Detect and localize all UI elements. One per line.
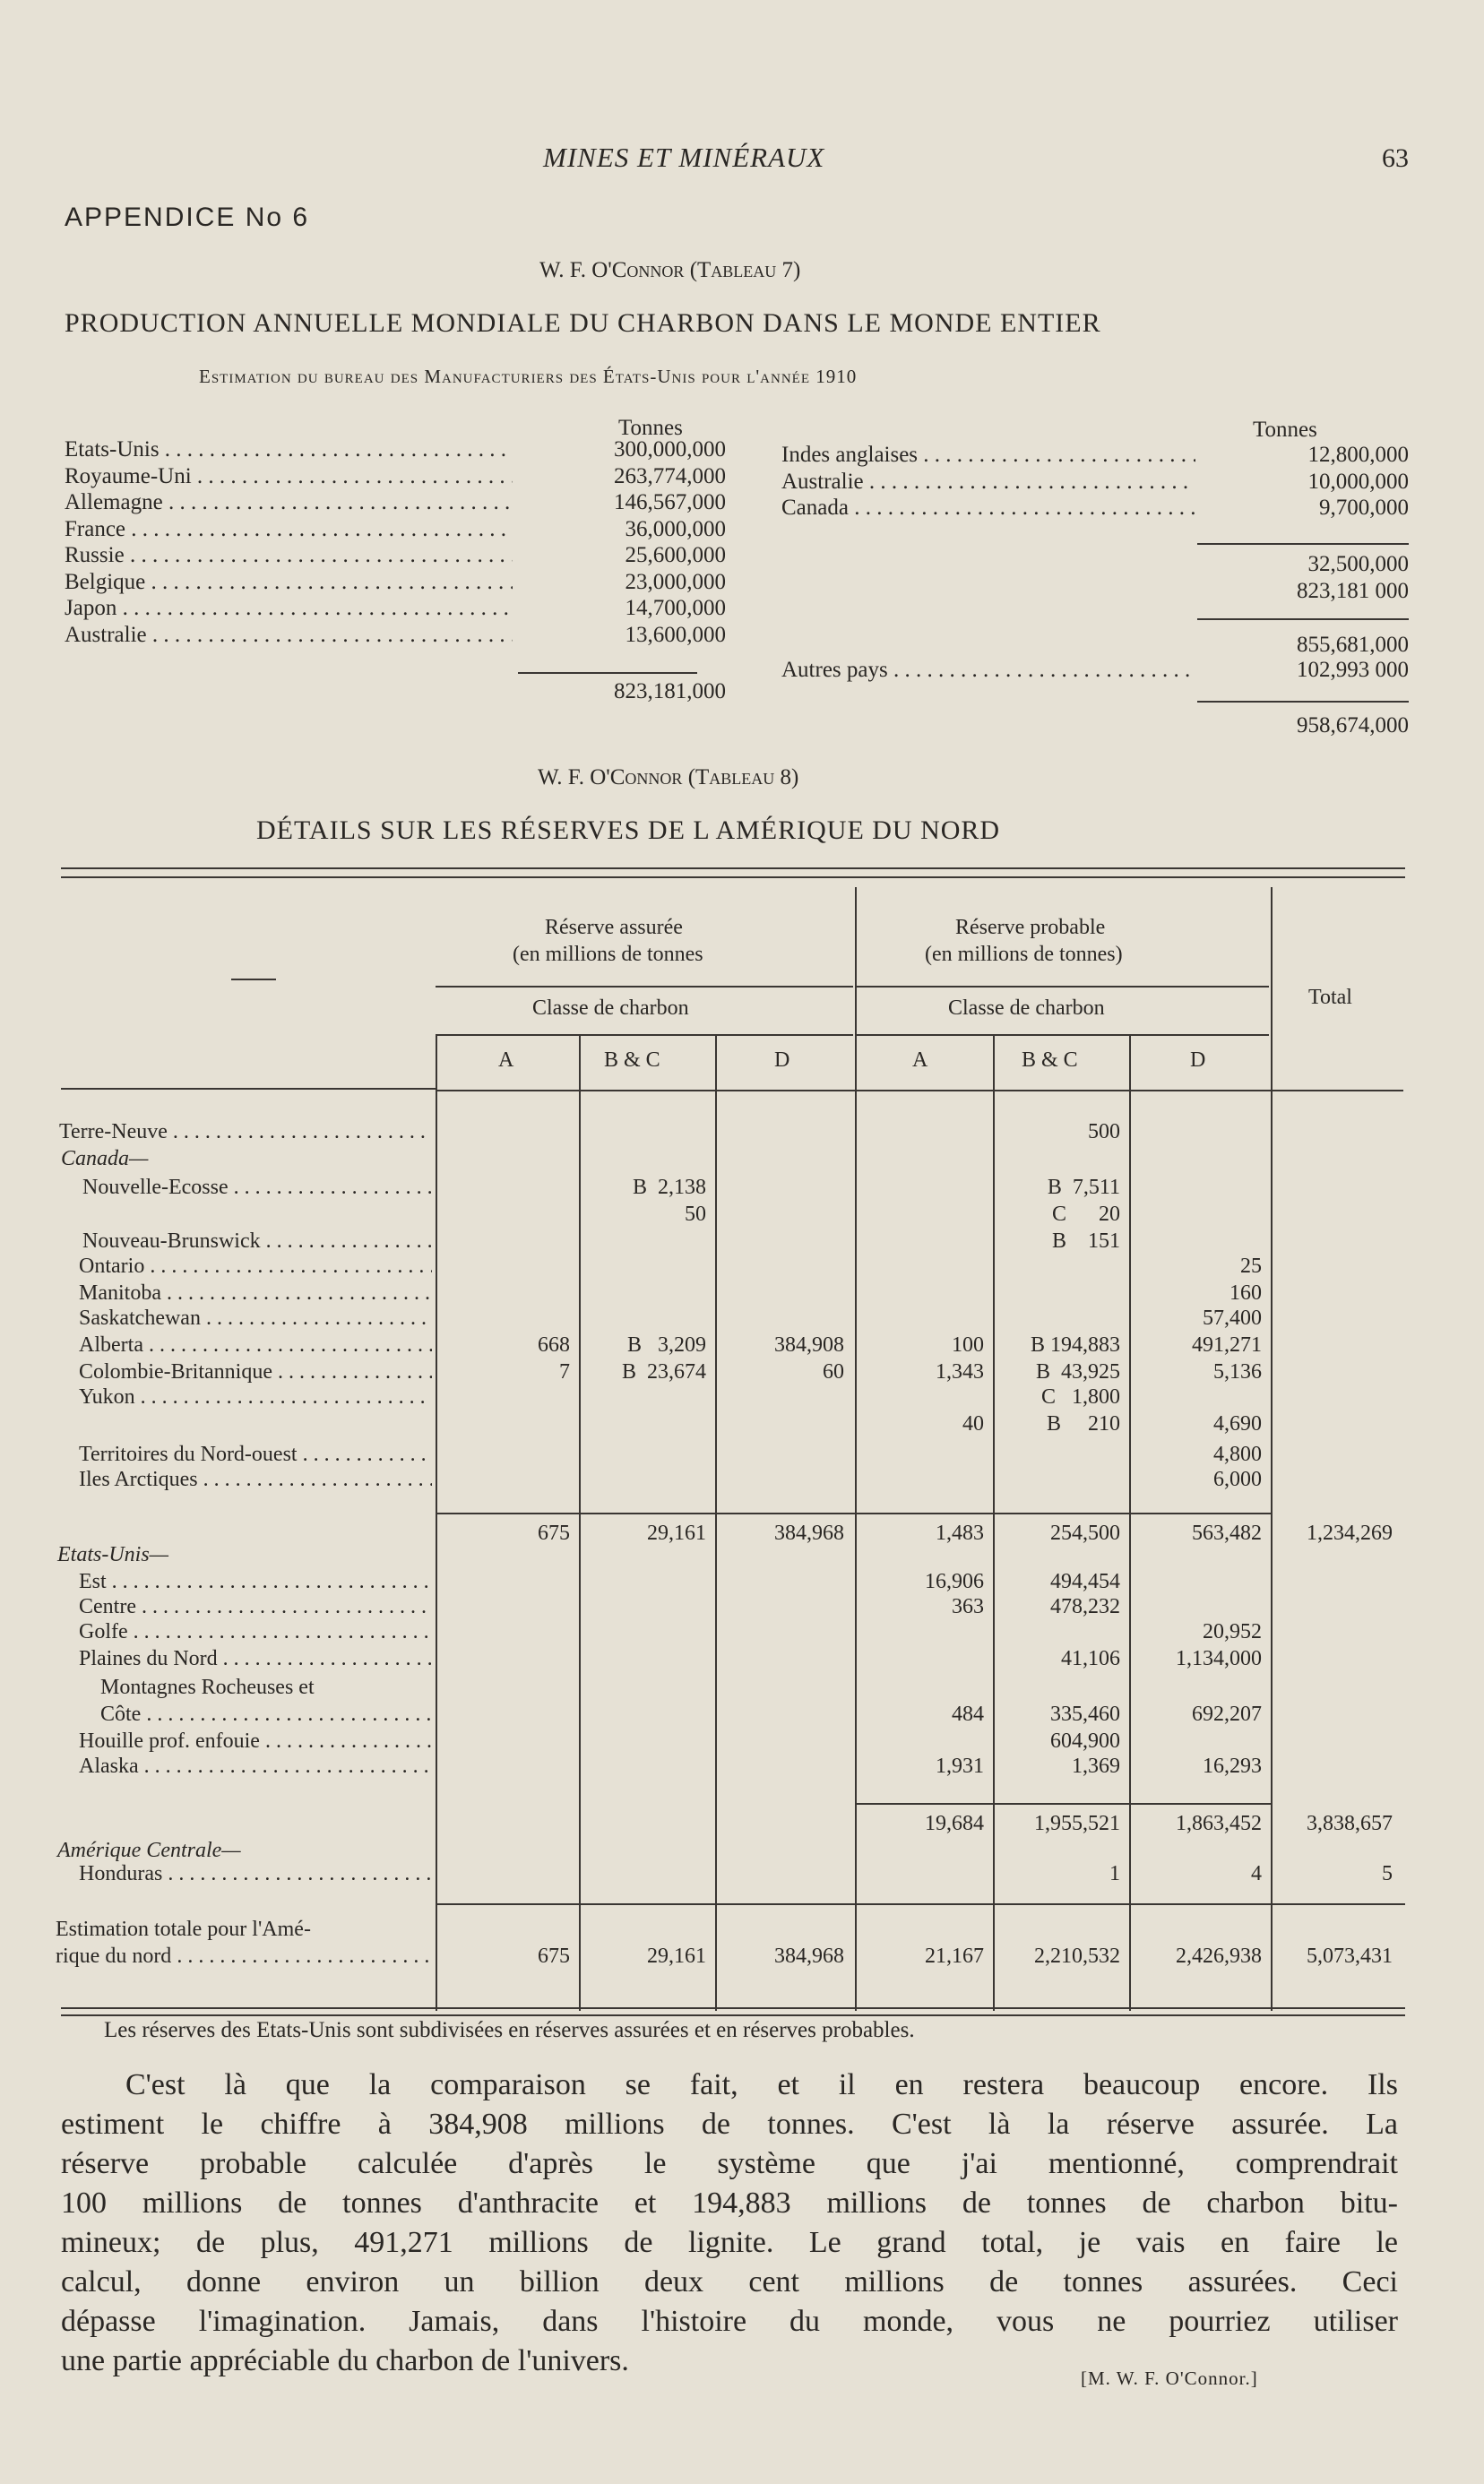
cell-p-bc: C 20: [1051, 1203, 1120, 1226]
probable-header-line2: (en millions de tonnes): [925, 943, 1123, 966]
vline-7: [1271, 887, 1273, 2011]
unit-label-right: Tonnes: [1253, 418, 1317, 442]
cell-total: 3,838,657: [1307, 1812, 1393, 1835]
header-dash: [231, 979, 276, 980]
cell-p-d: 4,800: [1213, 1443, 1262, 1466]
cell-a-bc: 29,161: [647, 1945, 706, 1968]
cell-a-d: 60: [823, 1360, 844, 1384]
cell-p-a: 484: [952, 1703, 984, 1726]
assured-class-label: Classe de charbon: [532, 996, 689, 1020]
signature: [M. W. F. O'Connor.]: [1081, 2368, 1258, 2389]
section-canada: Canada—: [61, 1147, 149, 1170]
cell-a-d: 384,908: [774, 1333, 844, 1357]
table8-top-rule-1: [61, 867, 1405, 869]
cell-p-bc: 1,955,521: [1034, 1812, 1120, 1835]
paragraph-line: dépasse l'imagination. Jamais, dans l'histoire du monde, vous ne pourriez utiliser: [61, 2305, 1398, 2338]
cell-a-bc: 50: [685, 1203, 706, 1226]
country-name: Etats-Unis . . .: [65, 437, 513, 462]
probable-class-rule: [857, 1034, 1269, 1036]
production-value: 23,000,000: [625, 569, 726, 594]
cell-p-a: 100: [952, 1333, 984, 1357]
sum-total: 855,681,000: [1297, 633, 1409, 657]
cell-a-a: 668: [538, 1333, 570, 1357]
running-header-title: MINES ET MINÉRAUX: [543, 142, 825, 173]
table7-left-rule: [518, 672, 697, 674]
table7-subtitle: Estimation du bureau des Manufacturiers des États-Unis pour l'année 1910: [199, 366, 858, 387]
production-value: 12,800,000: [1307, 443, 1409, 467]
cell-p-d: 1,134,000: [1176, 1647, 1262, 1670]
row-label: Iles Arctiques . . .: [79, 1468, 432, 1492]
appendix-label: APPENDICE No 6: [65, 203, 310, 232]
section-usa: Etats-Unis—: [57, 1543, 169, 1566]
footnote: Les réserves des Etats-Unis sont subdivisées en réserves assurées et en réserves probables.: [104, 2018, 915, 2042]
stub-rule: [61, 1088, 437, 1090]
row-label: Golfe . . .: [79, 1620, 432, 1644]
table7-left-total: 823,181,000: [614, 679, 726, 703]
probable-header-line1: Réserve probable: [955, 916, 1106, 939]
col-d-assured: D: [774, 1048, 790, 1072]
unit-label-left: Tonnes: [618, 416, 683, 440]
cell-total: 5,073,431: [1307, 1945, 1393, 1968]
cell-p-d: 5,136: [1213, 1360, 1262, 1384]
probable-class-label: Classe de charbon: [948, 996, 1105, 1020]
table8-top-rule-2: [61, 876, 1405, 878]
production-value: 146,567,000: [614, 490, 726, 514]
usa-subtotal-rule: [855, 1803, 1271, 1805]
cell-p-bc: B 43,925: [1035, 1360, 1120, 1384]
assured-span-rule: [436, 986, 853, 988]
canada-subtotal-rule: [436, 1513, 1271, 1514]
table7-caption: W. F. O'Connor (Tableau 7): [539, 258, 801, 282]
section-central: Amérique Centrale—: [57, 1839, 241, 1862]
cell-p-bc: 335,460: [1050, 1703, 1120, 1726]
row-label: Houille prof. enfouie . . .: [79, 1729, 432, 1754]
country-name: Australie . . .: [65, 623, 513, 648]
cell-p-bc: C 1,800: [1040, 1385, 1120, 1409]
cell-p-bc: 41,106: [1061, 1647, 1120, 1670]
cell-p-a: 40: [962, 1412, 984, 1436]
cell-p-d: 1,863,452: [1176, 1812, 1262, 1835]
cell-p-bc: B 210: [1046, 1412, 1120, 1436]
cell-p-bc: 604,900: [1050, 1729, 1120, 1753]
table8-caption: W. F. O'Connor (Tableau 8): [538, 765, 799, 789]
row-label: Plaines du Nord . . .: [79, 1647, 432, 1671]
table7-title: PRODUCTION ANNUELLE MONDIALE DU CHARBON DANS LE MONDE ENTIER: [65, 308, 1101, 338]
paragraph-line: C'est là que la comparaison se fait, et il en restera beaucoup encore. Ils: [125, 2068, 1398, 2101]
paragraph-line: estiment le chiffre à 384,908 millions de tonnes. C'est là la réserve assurée. La: [61, 2108, 1398, 2141]
production-value: 13,600,000: [625, 622, 726, 647]
country-name: Canada . . .: [781, 496, 1195, 521]
cell-p-a: 16,906: [925, 1570, 984, 1593]
table7-right-rule-1: [1197, 543, 1409, 545]
cell-p-d: 4,690: [1213, 1412, 1262, 1436]
cell-p-bc: B 151: [1051, 1229, 1120, 1253]
col-a-assured: A: [498, 1048, 514, 1072]
row-label: Centre . . .: [79, 1595, 432, 1619]
cell-a-d: 384,968: [774, 1522, 844, 1545]
table8-title: DÉTAILS SUR LES RÉSERVES DE L AMÉRIQUE DU NORD: [256, 815, 1001, 845]
cell-p-d: 491,271: [1192, 1333, 1262, 1357]
country-name: France . . .: [65, 517, 513, 542]
cell-p-d: 25: [1240, 1255, 1262, 1278]
cell-total: 1,234,269: [1307, 1522, 1393, 1545]
cell-a-a: 675: [538, 1945, 570, 1968]
cell-a-bc: 29,161: [647, 1522, 706, 1545]
table7-right-rule-2: [1197, 618, 1409, 620]
table8-bottom-rule-2: [61, 2014, 1405, 2016]
cell-a-bc: B 2,138: [632, 1176, 706, 1199]
country-name: Indes anglaises . . .: [781, 443, 1195, 468]
col-header-rule: [436, 1090, 1403, 1091]
table8-bottom-rule-1: [61, 2007, 1405, 2009]
cell-a-a: 675: [538, 1522, 570, 1545]
cell-p-a: 19,684: [925, 1812, 984, 1835]
cell-p-d: 16,293: [1203, 1755, 1262, 1778]
row-label: Terre-Neuve . . .: [59, 1120, 432, 1144]
cell-p-bc: B 7,511: [1047, 1176, 1120, 1199]
row-label: Honduras . . .: [79, 1862, 432, 1886]
country-name: Allemagne . . .: [65, 490, 513, 515]
cell-p-a: 1,483: [936, 1522, 984, 1545]
row-label: Manitoba . . .: [79, 1281, 432, 1306]
cell-p-d: 20,952: [1203, 1620, 1262, 1643]
assured-header-line1: Réserve assurée: [545, 916, 683, 939]
cell-p-bc: 1: [1109, 1862, 1120, 1885]
production-value: 14,700,000: [625, 596, 726, 620]
cell-p-d: 2,426,938: [1176, 1945, 1262, 1968]
production-value: 300,000,000: [614, 437, 726, 461]
cell-p-a: 21,167: [925, 1945, 984, 1968]
country-name: Belgique . . .: [65, 570, 513, 595]
cell-p-a: 363: [952, 1595, 984, 1618]
col-a-probable: A: [912, 1048, 928, 1072]
col-bc-assured: B & C: [604, 1048, 660, 1072]
cell-p-d: 160: [1229, 1281, 1262, 1305]
cell-p-a: 1,931: [936, 1755, 984, 1778]
cell-a-bc: B 23,674: [621, 1360, 706, 1384]
row-label: Alaska . . .: [79, 1755, 432, 1779]
assured-header-line2: (en millions de tonnes: [513, 943, 703, 966]
row-label: Saskatchewan . . .: [79, 1307, 432, 1331]
paragraph-line: calcul, donne environ un billion deux cent millions de tonnes assurées. Ceci: [61, 2265, 1398, 2299]
cell-a-d: 384,968: [774, 1945, 844, 1968]
assured-class-rule: [436, 1034, 853, 1036]
table7-right-rule-3: [1197, 701, 1409, 703]
country-name: Japon . . .: [65, 596, 513, 621]
cell-p-bc: 2,210,532: [1034, 1945, 1120, 1968]
cell-p-bc: 494,454: [1050, 1570, 1120, 1593]
production-value: 263,774,000: [614, 463, 726, 488]
total-header: Total: [1308, 986, 1352, 1009]
page-number: 63: [1382, 143, 1409, 173]
probable-span-rule: [857, 986, 1269, 988]
row-label: Ontario . . .: [79, 1255, 432, 1279]
production-value: 9,700,000: [1319, 496, 1409, 520]
cell-a-a: 7: [559, 1360, 570, 1384]
paragraph-line: réserve probable calculée d'après le système que j'ai mentionné, comprendrait: [61, 2147, 1398, 2180]
cell-p-bc: 478,232: [1050, 1595, 1120, 1618]
paragraph-line: mineux; de plus, 491,271 millions de lignite. Le grand total, je vais en faire le: [61, 2226, 1398, 2259]
cell-p-bc: 500: [1088, 1120, 1120, 1143]
vline-4: [855, 887, 857, 2011]
cell-p-bc: 254,500: [1050, 1522, 1120, 1545]
cell-p-a: 1,343: [936, 1360, 984, 1384]
cell-p-d: 6,000: [1213, 1468, 1262, 1491]
cell-p-d: 4: [1251, 1862, 1262, 1885]
row-label: Colombie-Britannique . . .: [79, 1360, 432, 1384]
production-value: 10,000,000: [1307, 469, 1409, 494]
central-total-rule: [436, 1903, 1405, 1905]
carried-total: 823,181 000: [1297, 579, 1409, 603]
row-label: Yukon . . .: [79, 1385, 432, 1410]
cell-p-d: 563,482: [1192, 1522, 1262, 1545]
row-label: Nouvelle-Ecosse . . .: [82, 1176, 432, 1200]
country-name: Russie . . .: [65, 543, 513, 568]
row-label: Est . . .: [79, 1570, 432, 1594]
right-subtotal: 32,500,000: [1307, 552, 1409, 576]
grand-total: 958,674,000: [1297, 713, 1409, 737]
cell-p-bc: 1,369: [1072, 1755, 1120, 1778]
country-name: Royaume-Uni . . .: [65, 464, 513, 489]
other-countries-label: Autres pays . . .: [781, 658, 1195, 683]
cell-p-bc: B 194,883: [1030, 1333, 1120, 1357]
row-label: Estimation totale pour l'Amé-: [56, 1918, 311, 1941]
production-value: 25,600,000: [625, 543, 726, 567]
row-label: Nouveau-Brunswick . . .: [82, 1229, 432, 1254]
country-name: Australie . . .: [781, 470, 1195, 495]
row-label: Alberta . . .: [79, 1333, 432, 1358]
paragraph-line: 100 millions de tonnes d'anthracite et 194,883 millions de tonnes de charbon bitu-: [61, 2186, 1398, 2220]
other-countries-value: 102,993 000: [1297, 658, 1409, 682]
cell-a-bc: B 3,209: [626, 1333, 706, 1357]
cell-total: 5: [1382, 1862, 1393, 1885]
row-label: Territoires du Nord-ouest . . .: [79, 1443, 432, 1467]
cell-p-d: 692,207: [1192, 1703, 1262, 1726]
production-value: 36,000,000: [625, 516, 726, 541]
row-label: rique du nord . . .: [56, 1945, 432, 1969]
cell-p-d: 57,400: [1203, 1307, 1262, 1330]
col-bc-probable: B & C: [1022, 1048, 1078, 1072]
paragraph-line: une partie appréciable du charbon de l'univers.: [61, 2344, 629, 2377]
col-d-probable: D: [1190, 1048, 1206, 1072]
row-label: Montagnes Rocheuses et: [100, 1676, 315, 1699]
row-label: Côte . . .: [100, 1703, 432, 1727]
